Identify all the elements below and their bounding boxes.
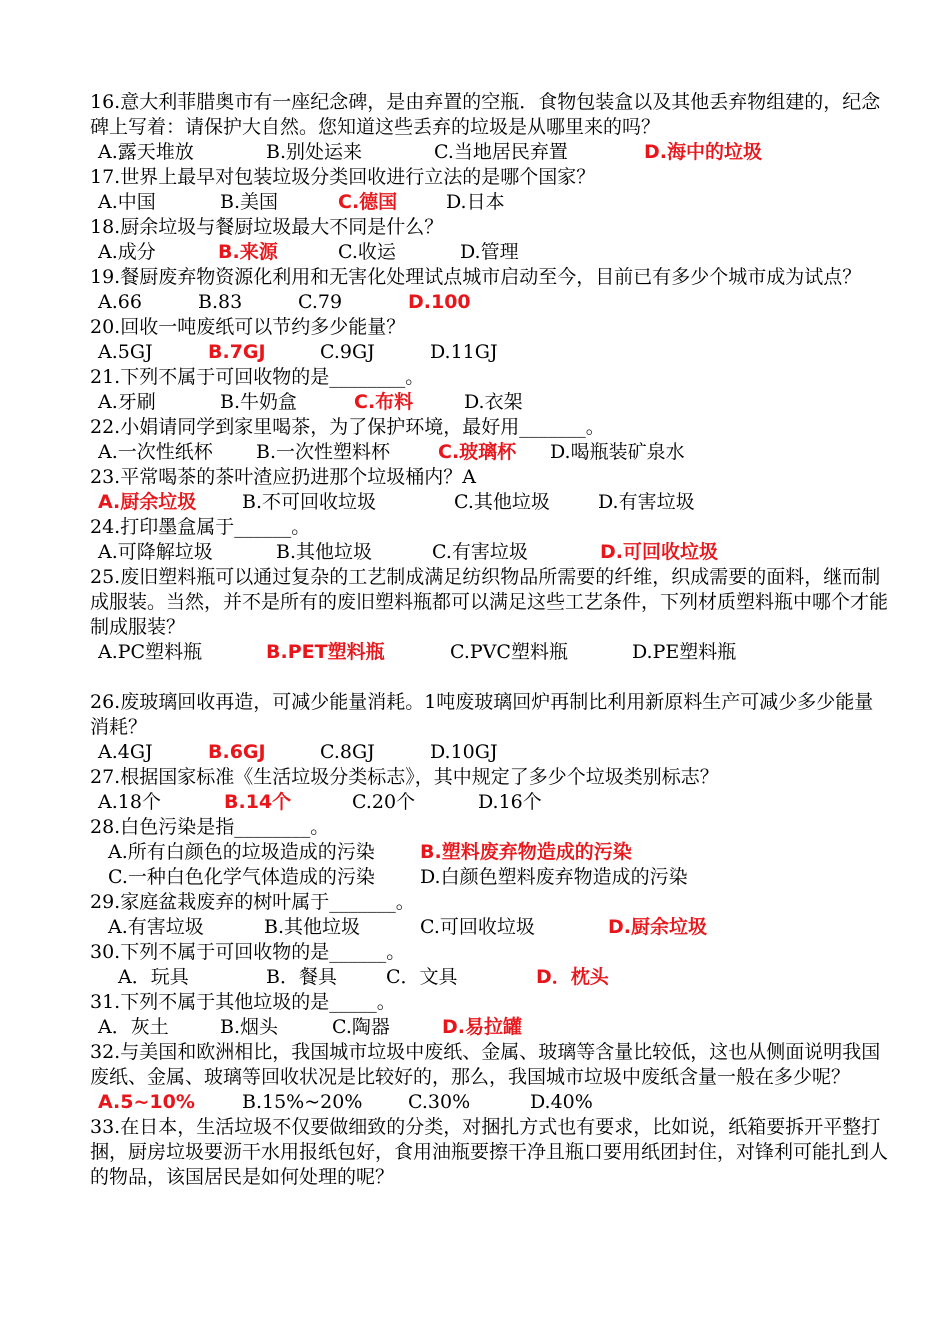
option: A.66 bbox=[98, 291, 142, 313]
option: C.20个 bbox=[352, 791, 416, 813]
question-stem: 24.打印墨盒属于______。 bbox=[90, 516, 311, 538]
option: C.可回收垃圾 bbox=[420, 916, 535, 938]
answer-option: C.玻璃杯 bbox=[438, 441, 517, 463]
options-row bbox=[90, 390, 890, 415]
question bbox=[90, 365, 890, 415]
option: C.收运 bbox=[338, 241, 396, 263]
question-stem: 21.下列不属于可回收物的是________。 bbox=[90, 366, 425, 388]
option: A.所有白颜色的垃圾造成的污染 bbox=[108, 841, 375, 863]
answer-option: B.来源 bbox=[218, 241, 278, 263]
question-stem: 20.回收一吨废纸可以节约多少能量？ bbox=[90, 316, 406, 338]
question-stem: 26.废玻璃回收再造，可减少能量消耗。1吨废玻璃回炉再制比利用新原料生产可减少多少能量消耗？ bbox=[90, 691, 874, 738]
option: B.不可回收垃圾 bbox=[242, 491, 377, 513]
option: A.18个 bbox=[98, 791, 161, 813]
answer-option: B.6GJ bbox=[208, 741, 266, 763]
option: C.8GJ bbox=[320, 741, 375, 763]
option: C.9GJ bbox=[320, 341, 375, 363]
option: C.一种白色化学气体造成的污染 bbox=[108, 866, 375, 888]
answer-option: D.可回收垃圾 bbox=[600, 541, 718, 563]
question-stem: 23.平常喝茶的茶叶渣应扔进那个垃圾桶内？A bbox=[90, 466, 476, 488]
options-row bbox=[90, 965, 890, 990]
question bbox=[90, 815, 890, 890]
option: C.其他垃圾 bbox=[454, 491, 550, 513]
option: A.一次性纸杯 bbox=[98, 441, 213, 463]
options-row bbox=[90, 190, 890, 215]
answer-option: D.海中的垃圾 bbox=[644, 141, 762, 163]
options-row bbox=[90, 240, 890, 265]
answer-option: D．枕头 bbox=[536, 966, 609, 988]
option: B.别处运来 bbox=[266, 141, 363, 163]
question-stem: 31.下列不属于其他垃圾的是_____。 bbox=[90, 991, 396, 1013]
option: A.有害垃圾 bbox=[108, 916, 204, 938]
option: C.有害垃圾 bbox=[432, 541, 528, 563]
question bbox=[90, 165, 890, 215]
option: A.5GJ bbox=[98, 341, 153, 363]
question bbox=[90, 315, 890, 365]
option: A.牙刷 bbox=[98, 391, 156, 413]
question-stem: 18.厨余垃圾与餐厨垃圾最大不同是什么？ bbox=[90, 216, 444, 238]
question bbox=[90, 215, 890, 265]
options-row bbox=[90, 440, 890, 465]
question bbox=[90, 890, 890, 940]
option: D.PE塑料瓶 bbox=[632, 641, 737, 663]
question bbox=[90, 1115, 890, 1190]
options-row bbox=[90, 740, 890, 765]
question-stem: 29.家庭盆栽废弃的树叶属于_______。 bbox=[90, 891, 415, 913]
answer-option: B.14个 bbox=[224, 791, 292, 813]
answer-option: D.易拉罐 bbox=[442, 1016, 522, 1038]
options-row bbox=[90, 915, 890, 940]
answer-option: D.100 bbox=[408, 291, 471, 313]
option: C.30% bbox=[408, 1091, 471, 1113]
option: B.烟头 bbox=[220, 1016, 279, 1038]
option: A．灰土 bbox=[98, 1016, 169, 1038]
option: C.陶器 bbox=[332, 1016, 390, 1038]
question-stem: 32.与美国和欧洲相比，我国城市垃圾中废纸、金属、玻璃等含量比较低，这也从侧面说明我国废纸、金属、玻璃等回收状况是比较好的，那么，我国城市垃圾中废纸含量一般在多少呢？ bbox=[90, 1041, 881, 1088]
option: B.美国 bbox=[220, 191, 279, 213]
question-stem: 16.意大利菲腊奥市有一座纪念碑，是由弃置的空瓶．食物包装盒以及其他丢弃物组建的，纪念碑上写着：请保护大自然。您知道这些丢弃的垃圾是从哪里来的吗？ bbox=[90, 91, 881, 138]
option: B.牛奶盒 bbox=[220, 391, 298, 413]
question bbox=[90, 565, 890, 665]
option: B．餐具 bbox=[266, 966, 337, 988]
question-stem: 27.根据国家标准《生活垃圾分类标志》，其中规定了多少个垃圾类别标志？ bbox=[90, 766, 719, 788]
option: C.79 bbox=[298, 291, 343, 313]
question bbox=[90, 265, 890, 315]
option: A.露天堆放 bbox=[98, 141, 194, 163]
options-row bbox=[90, 140, 890, 165]
options-row bbox=[90, 865, 890, 890]
option: D.喝瓶装矿泉水 bbox=[550, 441, 685, 463]
option: D.40% bbox=[530, 1091, 593, 1113]
options-row bbox=[90, 340, 890, 365]
answer-option: A.厨余垃圾 bbox=[98, 491, 197, 513]
question-stem: 19.餐厨废弃物资源化利用和无害化处理试点城市启动至今，目前已有多少个城市成为试点？ bbox=[90, 266, 862, 288]
question-stem: 17.世界上最早对包装垃圾分类回收进行立法的是哪个国家？ bbox=[90, 166, 596, 188]
answer-option: A.5~10% bbox=[98, 1091, 195, 1113]
option: B.15%~20% bbox=[242, 1091, 363, 1113]
option: D.10GJ bbox=[430, 741, 498, 763]
option: A.中国 bbox=[98, 191, 156, 213]
question bbox=[90, 515, 890, 565]
option: C．文具 bbox=[386, 966, 458, 988]
blank-line bbox=[90, 665, 890, 690]
options-row bbox=[90, 1015, 890, 1040]
question bbox=[90, 1040, 890, 1115]
options-row bbox=[90, 290, 890, 315]
option: D.白颜色塑料废弃物造成的污染 bbox=[420, 866, 688, 888]
options-row bbox=[90, 1090, 890, 1115]
options-row bbox=[90, 540, 890, 565]
question bbox=[90, 990, 890, 1040]
answer-option: C.布料 bbox=[354, 391, 414, 413]
question bbox=[90, 765, 890, 815]
options-row bbox=[90, 490, 890, 515]
option: B.其他垃圾 bbox=[264, 916, 361, 938]
option: D.16个 bbox=[478, 791, 542, 813]
answer-option: B.塑料废弃物造成的污染 bbox=[420, 841, 632, 863]
option: C.PVC塑料瓶 bbox=[450, 641, 568, 663]
option: A.4GJ bbox=[98, 741, 153, 763]
option: A.成分 bbox=[98, 241, 156, 263]
answer-option: B.PET塑料瓶 bbox=[266, 641, 385, 663]
question-stem: 22.小娟请同学到家里喝茶，为了保护环境，最好用_______。 bbox=[90, 416, 605, 438]
answer-option: D.厨余垃圾 bbox=[608, 916, 707, 938]
option: D.11GJ bbox=[430, 341, 498, 363]
option: B.一次性塑料杯 bbox=[256, 441, 391, 463]
question bbox=[90, 415, 890, 465]
option: B.83 bbox=[198, 291, 243, 313]
option: A．玩具 bbox=[118, 966, 189, 988]
option: D.日本 bbox=[446, 191, 505, 213]
option: B.其他垃圾 bbox=[276, 541, 373, 563]
answer-option: B.7GJ bbox=[208, 341, 266, 363]
question bbox=[90, 465, 890, 515]
option: A.可降解垃圾 bbox=[98, 541, 213, 563]
question-stem: 30.下列不属于可回收物的是______。 bbox=[90, 941, 406, 963]
options-row bbox=[90, 840, 890, 865]
question bbox=[90, 690, 890, 765]
option: D.有害垃圾 bbox=[598, 491, 695, 513]
option: D.衣架 bbox=[464, 391, 523, 413]
question bbox=[90, 90, 890, 165]
option: D.管理 bbox=[460, 241, 519, 263]
options-row bbox=[90, 640, 890, 665]
answer-option: C.德国 bbox=[338, 191, 398, 213]
option: A.PC塑料瓶 bbox=[98, 641, 203, 663]
question-stem: 33.在日本，生活垃圾不仅要做细致的分类，对捆扎方式也有要求，比如说，纸箱要拆开平整打捆，厨房垃圾要沥干水用报纸包好，食用油瓶要擦干净且瓶口要用纸团封住，对锋利可能扎到人的物品，该国居民是如何处理的呢？ bbox=[90, 1116, 889, 1188]
options-row bbox=[90, 790, 890, 815]
question bbox=[90, 940, 890, 990]
question-stem: 25.废旧塑料瓶可以通过复杂的工艺制成满足纺织物品所需要的纤维，织成需要的面料，继而制成服装。当然，并不是所有的废旧塑料瓶都可以满足这些工艺条件，下列材质塑料瓶中哪个才能制成服装？ bbox=[90, 566, 889, 638]
option: C.当地居民弃置 bbox=[434, 141, 568, 163]
question-stem: 28.白色污染是指________。 bbox=[90, 816, 330, 838]
